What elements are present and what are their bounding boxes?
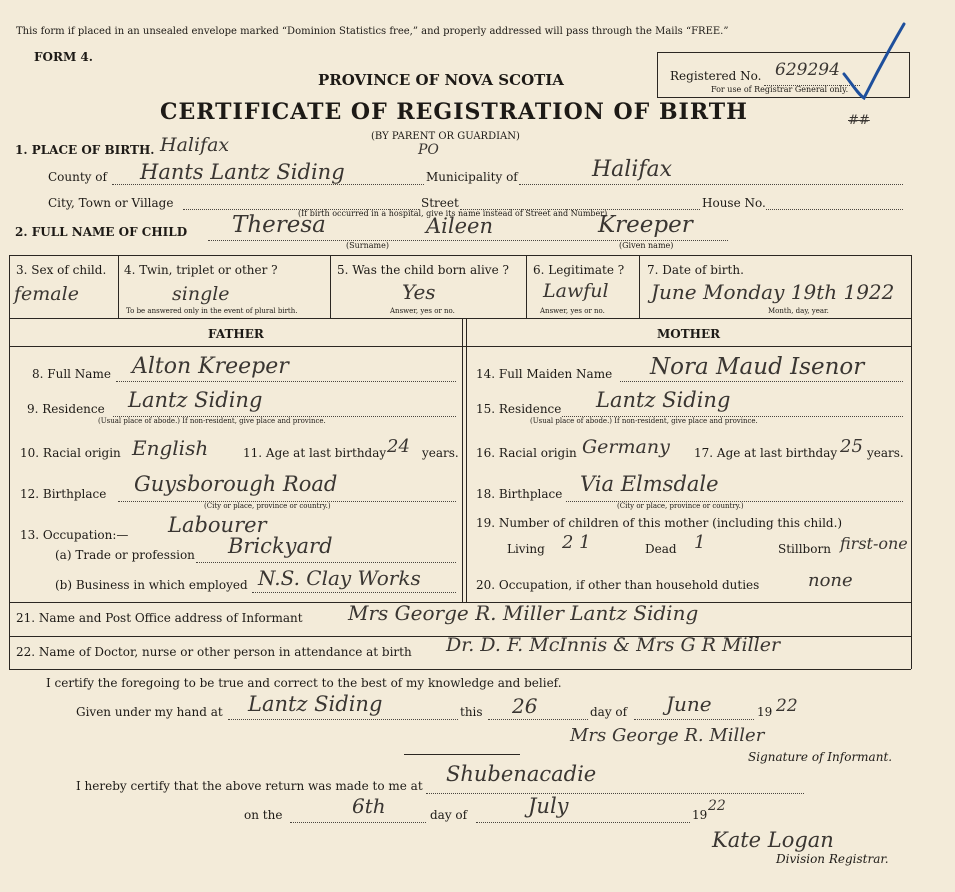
father-age-label: 11. Age at last birthday xyxy=(243,446,387,460)
mother-birthplace-label: 18. Birthplace xyxy=(476,487,563,501)
given-caption: (Given name) xyxy=(619,241,674,250)
registrar-use-note: For use of Registrar General only. xyxy=(711,85,849,94)
informant-label: 21. Name and Post Office address of Informant xyxy=(16,611,303,625)
stillborn-label: Stillborn xyxy=(778,542,831,556)
living-label: Living xyxy=(507,542,545,556)
mother-racial-label: 16. Racial origin xyxy=(476,446,577,460)
father-residence-value: Lantz Siding xyxy=(128,388,263,412)
father-birthplace-value: Guysborough Road xyxy=(134,472,338,496)
county-value: Hants Lantz Siding xyxy=(140,160,345,184)
twin-value: single xyxy=(172,283,230,305)
mother-racial-value: Germany xyxy=(582,436,670,458)
checkmark-icon xyxy=(838,20,908,100)
stillborn-value: first-one xyxy=(840,534,908,553)
father-trade-label: (a) Trade or profession xyxy=(55,548,195,562)
certify-year: 22 xyxy=(776,696,798,716)
father-business-label: (b) Business in which employed xyxy=(55,578,248,592)
mother-name-label: 14. Full Maiden Name xyxy=(476,367,613,381)
sex-label: 3. Sex of child. xyxy=(16,263,107,277)
father-years: years. xyxy=(422,446,459,460)
registered-label: Registered No. xyxy=(670,69,762,83)
child-name-label: 2. FULL NAME OF CHILD xyxy=(15,225,188,239)
sex-value: female xyxy=(14,283,79,305)
given-under-label: Given under my hand at xyxy=(76,705,223,719)
mother-children-label: 19. Number of children of this mother (including this child.) xyxy=(476,516,843,530)
surname-caption: (Surname) xyxy=(346,241,389,250)
registrar-year: 22 xyxy=(708,798,726,814)
father-occupation-value: Labourer xyxy=(168,513,267,537)
mother-name-value: Nora Maud Isenor xyxy=(650,354,865,380)
child-surname: Kreeper xyxy=(598,212,693,238)
registrar-year-prefix: 19 xyxy=(692,808,708,822)
given-at-value: Lantz Siding xyxy=(248,692,383,716)
mother-occupation-value: none xyxy=(808,570,853,591)
mother-residence-value: Lantz Siding xyxy=(596,388,731,412)
father-racial-label: 10. Racial origin xyxy=(20,446,121,460)
dob-value: June Monday 19th 1922 xyxy=(651,280,895,304)
mother-years: years. xyxy=(867,446,904,460)
mother-residence-label: 15. Residence xyxy=(476,402,562,416)
dob-note: Month, day, year. xyxy=(768,307,829,315)
father-name-value: Alton Kreeper xyxy=(132,354,289,379)
mother-age-value: 25 xyxy=(840,436,863,457)
municipality-label: Municipality of xyxy=(426,170,518,184)
registered-number: 629294 xyxy=(775,60,840,80)
father-birthplace-note: (City or place, province or country.) xyxy=(204,502,331,510)
place-of-birth-value: Halifax xyxy=(160,134,230,156)
registrar-signature: Kate Logan xyxy=(712,828,834,852)
dead-value: 1 xyxy=(694,532,706,553)
birth-certificate: This form if placed in an unsealed envelope marked “Dominion Statistics free,” and properly addressed will pass through the Mails “FREE.” FORM 4. Registered No. 629294 For use of Registrar General only. PROVINCE OF NOVA SCOTIA CERTIFICATE OF REGISTRATION OF BIRTH (BY PARENT OR GUARDIAN) ## 1. PLACE OF BIRTH. Halifax County of Hants Lantz Siding PO Municipality of Halifax City, Town or Village Street House No. (If birth occurred in a hospital, give its name instead of Street and Number) 2. FULL NAME OF CHILD Theresa Aileen Kreeper (Surname) (Given name) 3. Sex of child. female 4. Twin, triplet or other ? single To be answered only in the event of plural birth. 5. Was the child born alive ? Yes Answer, yes or no. 6. Legitimate ? Lawful Answer, yes or no. 7. Date of birth. June Monday 19th 1922 Month, day, year. FATHER MOTHER 8. Full Name Alton Kreeper 9. Residence Lantz Siding (Usual place of abode.) If non-resident, give place and province. 10. Racial origin English 11. Age at last birthday 24 years. 12. Birthplace Guysborough Road (City or place, province or country.) 13. Occupation:— Labourer (a) Trade or profession Brickyard (b) Business in which employed N.S. Clay Works 14. Full Maiden Name Nora Maud Isenor 15. Residence Lantz Siding (Usual place of abode.) If non-resident, give place and province. 16. Racial origin Germany 17. Age at last birthday 25 years. 18. Birthplace Via Elmsdale (City or place, province or country.) 19. Number of children of this mother (including this child.) Living 2 1 Dead 1 Stillborn first-one 20. Occupation, if other than household duties none 21. Name and Post Office address of Informant Mrs George R. Miller Lantz Siding 22. Name of Doctor, nurse or other person in attendance at birth Dr. D. F. McInnis & Mrs G R Miller I certify the foregoing to be true and correct to the best of my knowledge and belief. Given under my hand at Lantz Siding this 26 day of June 19 22 Mrs George R. Miller Signature of Informant. I hereby certify that the above return was made to me at Shubenacadie on the 6th day of July 19 22 Kate Logan Division Registrar. xyxy=(0,0,955,892)
registrar-on-label: on the xyxy=(244,808,283,822)
certify-line: I certify the foregoing to be true and correct to the best of my knowledge and belief. xyxy=(46,676,562,690)
informant-value: Mrs George R. Miller Lantz Siding xyxy=(348,601,699,625)
page-title: CERTIFICATE OF REGISTRATION OF BIRTH xyxy=(160,99,748,125)
legitimate-note: Answer, yes or no. xyxy=(540,307,605,315)
certify-day: 26 xyxy=(512,694,538,718)
father-heading: FATHER xyxy=(208,327,264,341)
doctor-value: Dr. D. F. McInnis & Mrs G R Miller xyxy=(446,634,781,656)
page-subtitle: (BY PARENT OR GUARDIAN) xyxy=(371,131,520,142)
mother-occupation-label: 20. Occupation, if other than household duties xyxy=(476,578,760,592)
registrar-dayof: day of xyxy=(430,808,468,822)
certify-month: June xyxy=(666,692,712,716)
house-label: House No. xyxy=(702,196,766,210)
twin-label: 4. Twin, triplet or other ? xyxy=(124,263,278,277)
registrar-caption: Division Registrar. xyxy=(776,852,889,866)
municipality-value: Halifax xyxy=(592,157,673,182)
living-value: 2 1 xyxy=(562,532,591,553)
registrar-day: 6th xyxy=(352,794,386,818)
po-mark: PO xyxy=(418,142,439,158)
twin-note: To be answered only in the event of plural birth. xyxy=(126,307,298,315)
alive-label: 5. Was the child born alive ? xyxy=(337,263,509,277)
legitimate-value: Lawful xyxy=(543,280,609,302)
registrar-month: July xyxy=(528,794,569,818)
street-label: Street xyxy=(421,196,459,210)
certify-dayof: day of xyxy=(590,705,628,719)
certify-year-prefix: 19 xyxy=(757,705,773,719)
form-number: FORM 4. xyxy=(34,50,93,64)
province-heading: PROVINCE OF NOVA SCOTIA xyxy=(318,71,564,89)
legitimate-label: 6. Legitimate ? xyxy=(533,263,625,277)
father-birthplace-label: 12. Birthplace xyxy=(20,487,107,501)
father-age-value: 24 xyxy=(387,436,410,457)
dead-label: Dead xyxy=(645,542,677,556)
mother-heading: MOTHER xyxy=(657,327,721,341)
child-given-name: Theresa xyxy=(232,212,326,238)
this-label: this xyxy=(460,705,483,719)
registrar-place: Shubenacadie xyxy=(446,762,597,786)
mother-birthplace-value: Via Elmsdale xyxy=(580,472,719,496)
alive-value: Yes xyxy=(402,280,436,304)
doctor-label: 22. Name of Doctor, nurse or other person in attendance at birth xyxy=(16,645,412,659)
mother-residence-note: (Usual place of abode.) If non-resident, give place and province. xyxy=(530,417,758,425)
father-residence-label: 9. Residence xyxy=(27,402,105,416)
father-name-label: 8. Full Name xyxy=(32,367,111,381)
registrar-line: I hereby certify that the above return was made to me at xyxy=(76,779,423,793)
city-label: City, Town or Village xyxy=(48,196,174,210)
father-racial-value: English xyxy=(132,436,209,460)
father-trade-value: Brickyard xyxy=(228,534,333,558)
father-residence-note: (Usual place of abode.) If non-resident, give place and province. xyxy=(98,417,326,425)
mother-birthplace-note: (City or place, province or country.) xyxy=(617,502,744,510)
child-middle-name: Aileen xyxy=(426,214,493,238)
signature-caption: Signature of Informant. xyxy=(748,750,893,764)
hospital-note: (If birth occurred in a hospital, give its name instead of Street and Number) xyxy=(298,209,608,218)
informant-signature: Mrs George R. Miller xyxy=(570,725,765,746)
postal-notice: This form if placed in an unsealed envelope marked “Dominion Statistics free,” and properly addressed will pass through the Mails “FREE.” xyxy=(16,26,729,37)
county-label: County of xyxy=(48,170,107,184)
dob-label: 7. Date of birth. xyxy=(647,263,744,277)
alive-note: Answer, yes or no. xyxy=(390,307,455,315)
place-of-birth-heading: 1. PLACE OF BIRTH. xyxy=(15,143,155,157)
father-business-value: N.S. Clay Works xyxy=(258,566,421,590)
father-occupation-label: 13. Occupation:— xyxy=(20,528,129,542)
mother-age-label: 17. Age at last birthday xyxy=(694,446,838,460)
